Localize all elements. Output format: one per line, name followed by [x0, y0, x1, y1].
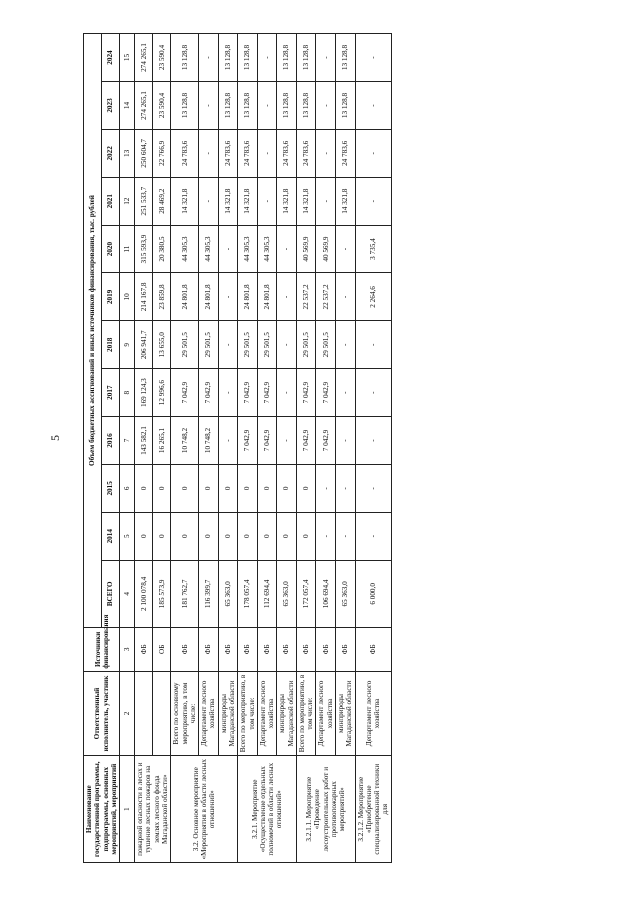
value-cell: 13 655,0 — [153, 321, 171, 369]
value-cell: 13 128,8 — [296, 82, 316, 130]
value-cell: - — [355, 512, 391, 560]
value-cell: - — [316, 34, 336, 82]
value-cell: 0 — [296, 464, 316, 512]
value-cell: 7 042,9 — [199, 369, 219, 417]
header-name: Наименование государственной программы, подпрограммы, основных мероприятий, мероприятий — [84, 756, 120, 863]
value-cell: 13 128,8 — [171, 82, 199, 130]
value-cell: 0 — [135, 464, 153, 512]
table-row — [135, 34, 153, 863]
year-header: 2024 — [102, 34, 120, 82]
value-cell: 13 128,8 — [277, 82, 297, 130]
value-cell: 0 — [171, 464, 199, 512]
value-cell: 13 128,8 — [238, 34, 258, 82]
value-cell: 7 042,9 — [257, 417, 277, 465]
value-cell: 44 305,3 — [238, 225, 258, 273]
value-cell: 0 — [218, 464, 238, 512]
value-cell: 29 501,5 — [316, 321, 336, 369]
value-cell: 274 265,1 — [135, 34, 153, 82]
column-number: 11 — [120, 225, 135, 273]
value-cell: 274 265,1 — [135, 82, 153, 130]
value-cell: 14 321,8 — [238, 177, 258, 225]
value-cell: 24 783,6 — [218, 129, 238, 177]
value-cell: 29 501,5 — [199, 321, 219, 369]
value-cell: 22 537,2 — [296, 273, 316, 321]
source-cell: ФБ — [277, 628, 297, 672]
value-cell: 7 042,9 — [238, 369, 258, 417]
value-cell: 7 042,9 — [171, 369, 199, 417]
responsible-cell: Департамент лесного хозяйства — [316, 671, 336, 756]
column-number: 8 — [120, 369, 135, 417]
value-cell: 24 783,6 — [277, 129, 297, 177]
value-cell: - — [199, 177, 219, 225]
value-cell: - — [336, 225, 356, 273]
value-cell: 23 859,8 — [153, 273, 171, 321]
column-number: 13 — [120, 129, 135, 177]
column-number: 2 — [120, 671, 135, 756]
value-cell: - — [218, 273, 238, 321]
value-cell: 0 — [171, 512, 199, 560]
value-cell: 0 — [199, 464, 219, 512]
value-cell: - — [257, 177, 277, 225]
table-row — [257, 34, 277, 863]
value-cell: 65 363,0 — [277, 560, 297, 627]
responsible-cell — [135, 671, 153, 756]
value-cell: - — [199, 34, 219, 82]
table-row — [153, 34, 171, 863]
value-cell: 12 996,6 — [153, 369, 171, 417]
value-cell: 10 748,2 — [171, 417, 199, 465]
year-header: 2021 — [102, 177, 120, 225]
value-cell: 44 305,3 — [199, 225, 219, 273]
table-row — [218, 34, 238, 863]
source-cell: ФБ — [355, 628, 391, 672]
year-header: 2019 — [102, 273, 120, 321]
value-cell: - — [355, 177, 391, 225]
table-row — [238, 34, 258, 863]
value-cell: - — [218, 369, 238, 417]
responsible-cell: Департамент лесного хозяйства — [257, 671, 277, 756]
responsible-cell: минприроды Магаданской области — [336, 671, 356, 756]
column-number: 12 — [120, 177, 135, 225]
value-cell: - — [336, 369, 356, 417]
value-cell: 7 042,9 — [316, 369, 336, 417]
year-header: 2014 — [102, 512, 120, 560]
value-cell: - — [355, 129, 391, 177]
value-cell: - — [316, 464, 336, 512]
value-cell: 14 321,8 — [296, 177, 316, 225]
value-cell: 23 590,4 — [153, 34, 171, 82]
column-number-row — [120, 34, 135, 863]
value-cell: 65 363,0 — [336, 560, 356, 627]
value-cell: 13 128,8 — [218, 82, 238, 130]
value-cell: 29 501,5 — [238, 321, 258, 369]
value-cell: 40 569,9 — [296, 225, 316, 273]
column-number: 10 — [120, 273, 135, 321]
column-number: 9 — [120, 321, 135, 369]
value-cell: - — [355, 417, 391, 465]
value-cell: 24 801,8 — [238, 273, 258, 321]
value-cell: 0 — [135, 512, 153, 560]
value-cell: 143 582,1 — [135, 417, 153, 465]
value-cell: - — [336, 417, 356, 465]
value-cell: 28 469,2 — [153, 177, 171, 225]
value-cell: - — [277, 369, 297, 417]
value-cell: 7 042,9 — [257, 369, 277, 417]
value-cell: 181 762,7 — [171, 560, 199, 627]
table-row — [355, 34, 391, 863]
value-cell: 24 801,8 — [199, 273, 219, 321]
measure-name-cell: 3.2.1. Мероприятие «Осуществление отдельных полномочий в области лесных отношений» — [238, 756, 297, 863]
value-cell: 29 501,5 — [296, 321, 316, 369]
value-cell: - — [316, 82, 336, 130]
value-cell: 250 604,7 — [135, 129, 153, 177]
measure-name-cell: 3.2.1.1. Мероприятие «Проведение лесоустроительных работ и противопожарных мероприятий» — [296, 756, 355, 863]
value-cell: 24 783,6 — [336, 129, 356, 177]
year-header: 2017 — [102, 369, 120, 417]
value-cell: 2 264,6 — [355, 273, 391, 321]
value-cell: - — [316, 177, 336, 225]
column-number: 1 — [120, 756, 135, 863]
year-header: 2015 — [102, 464, 120, 512]
value-cell: 0 — [277, 512, 297, 560]
header-responsible: Ответственный исполнитель, участник — [84, 671, 120, 756]
value-cell: 0 — [238, 512, 258, 560]
value-cell: - — [257, 34, 277, 82]
value-cell: 178 057,4 — [238, 560, 258, 627]
value-cell: 7 042,9 — [316, 417, 336, 465]
table-body — [135, 34, 392, 863]
column-number: 14 — [120, 82, 135, 130]
value-cell: - — [336, 512, 356, 560]
value-cell: 10 748,2 — [199, 417, 219, 465]
value-cell: 16 265,1 — [153, 417, 171, 465]
value-cell: 0 — [153, 464, 171, 512]
value-cell: 22 766,9 — [153, 129, 171, 177]
value-cell: - — [277, 225, 297, 273]
value-cell: 65 363,0 — [218, 560, 238, 627]
year-header: 2018 — [102, 321, 120, 369]
value-cell: - — [355, 321, 391, 369]
source-cell: ФБ — [296, 628, 316, 672]
table-row — [296, 34, 316, 863]
value-cell: 112 694,4 — [257, 560, 277, 627]
value-cell: 206 941,7 — [135, 321, 153, 369]
measure-name-cell: пожарной опасности в лесах и тушение лесных пожаров на землях лесного фонда Магаданской области» — [135, 756, 171, 863]
value-cell: 14 321,8 — [277, 177, 297, 225]
value-cell: - — [316, 129, 336, 177]
value-cell: - — [199, 82, 219, 130]
column-number: 5 — [120, 512, 135, 560]
value-cell: 24 783,6 — [238, 129, 258, 177]
year-header: 2023 — [102, 82, 120, 130]
value-cell: - — [277, 273, 297, 321]
value-cell: - — [277, 321, 297, 369]
rotated-table-container — [83, 33, 603, 863]
value-cell: 13 128,8 — [218, 34, 238, 82]
table-row — [277, 34, 297, 863]
value-cell: - — [316, 512, 336, 560]
year-header: 2016 — [102, 417, 120, 465]
column-number: 3 — [120, 628, 135, 672]
source-cell: ФБ — [316, 628, 336, 672]
responsible-cell: Всего по основному мероприятию, в том числе: — [171, 671, 199, 756]
value-cell: 13 128,8 — [296, 34, 316, 82]
value-cell: - — [336, 273, 356, 321]
value-cell: - — [218, 417, 238, 465]
responsible-cell: минприроды Магаданской области — [218, 671, 238, 756]
value-cell: 24 801,8 — [171, 273, 199, 321]
funding-table — [83, 33, 392, 863]
value-cell: 0 — [199, 512, 219, 560]
value-cell: 185 573,9 — [153, 560, 171, 627]
value-cell: - — [257, 82, 277, 130]
value-cell: 29 501,5 — [171, 321, 199, 369]
table-row — [199, 34, 219, 863]
page-number: 5 — [48, 435, 62, 441]
year-header: 2020 — [102, 225, 120, 273]
responsible-cell: Всего по мероприятию, в том числе: — [296, 671, 316, 756]
responsible-cell: минприроды Магаданской области — [277, 671, 297, 756]
source-cell: ФБ — [171, 628, 199, 672]
year-header: ВСЕГО — [102, 560, 120, 627]
value-cell: - — [218, 225, 238, 273]
value-cell: 0 — [277, 464, 297, 512]
value-cell: - — [336, 464, 356, 512]
table-row — [336, 34, 356, 863]
value-cell: 7 042,9 — [238, 417, 258, 465]
value-cell: 169 124,3 — [135, 369, 153, 417]
value-cell: 13 128,8 — [336, 34, 356, 82]
value-cell: 0 — [153, 512, 171, 560]
measure-name-cell: 3.2.1.2. Мероприятие «Приобретение специализированной техники для — [355, 756, 391, 863]
value-cell: 14 321,8 — [336, 177, 356, 225]
value-cell: 116 399,7 — [199, 560, 219, 627]
column-number: 15 — [120, 34, 135, 82]
column-number: 4 — [120, 560, 135, 627]
value-cell: 13 128,8 — [277, 34, 297, 82]
source-cell: ФБ — [218, 628, 238, 672]
value-cell: 0 — [257, 464, 277, 512]
header-source: Источники финансирования — [84, 628, 120, 672]
value-cell: 44 305,3 — [257, 225, 277, 273]
value-cell: 24 801,8 — [257, 273, 277, 321]
value-cell: 6 000,0 — [355, 560, 391, 627]
value-cell: 13 128,8 — [171, 34, 199, 82]
table-row — [171, 34, 199, 863]
value-cell: - — [218, 321, 238, 369]
measure-name-cell: 3.2. Основное мероприятие «Мероприятия в области лесных отношений» — [171, 756, 238, 863]
value-cell: 22 537,2 — [316, 273, 336, 321]
value-cell: 14 321,8 — [171, 177, 199, 225]
source-cell: ФБ — [238, 628, 258, 672]
source-cell: ФБ — [257, 628, 277, 672]
value-cell: 0 — [296, 512, 316, 560]
source-cell: ФБ — [135, 628, 153, 672]
value-cell: 20 380,5 — [153, 225, 171, 273]
column-number: 7 — [120, 417, 135, 465]
value-cell: - — [355, 464, 391, 512]
value-cell: 315 593,9 — [135, 225, 153, 273]
value-cell: - — [199, 129, 219, 177]
value-cell: 29 501,5 — [257, 321, 277, 369]
value-cell: 40 569,9 — [316, 225, 336, 273]
responsible-cell: Департамент лесного хозяйства — [355, 671, 391, 756]
value-cell: 214 167,8 — [135, 273, 153, 321]
value-cell: 172 057,4 — [296, 560, 316, 627]
value-cell: 0 — [238, 464, 258, 512]
value-cell: 3 735,4 — [355, 225, 391, 273]
source-cell: ОБ — [153, 628, 171, 672]
responsible-cell: Департамент лесного хозяйства — [199, 671, 219, 756]
value-cell: 14 321,8 — [218, 177, 238, 225]
value-cell: - — [336, 321, 356, 369]
value-cell: 13 128,8 — [336, 82, 356, 130]
value-cell: 44 305,3 — [171, 225, 199, 273]
value-cell: - — [355, 82, 391, 130]
value-cell: - — [277, 417, 297, 465]
value-cell: - — [355, 369, 391, 417]
source-cell: ФБ — [199, 628, 219, 672]
value-cell: - — [257, 129, 277, 177]
value-cell: 7 042,9 — [296, 369, 316, 417]
responsible-cell — [153, 671, 171, 756]
value-cell: 251 533,7 — [135, 177, 153, 225]
value-cell: 0 — [218, 512, 238, 560]
value-cell: - — [355, 34, 391, 82]
value-cell: 0 — [257, 512, 277, 560]
responsible-cell: Всего по мероприятию, в том числе: — [238, 671, 258, 756]
value-cell: 24 783,6 — [171, 129, 199, 177]
value-cell: 106 694,4 — [316, 560, 336, 627]
value-cell: 2 100 078,4 — [135, 560, 153, 627]
value-cell: 7 042,9 — [296, 417, 316, 465]
value-cell: 24 783,6 — [296, 129, 316, 177]
table-row — [316, 34, 336, 863]
source-cell: ФБ — [336, 628, 356, 672]
value-cell: 13 128,8 — [238, 82, 258, 130]
header-funding: Объем бюджетных ассигнований и иных источников финансирования, тыс. рублей — [84, 34, 102, 628]
year-header: 2022 — [102, 129, 120, 177]
value-cell: 23 590,4 — [153, 82, 171, 130]
column-number: 6 — [120, 464, 135, 512]
